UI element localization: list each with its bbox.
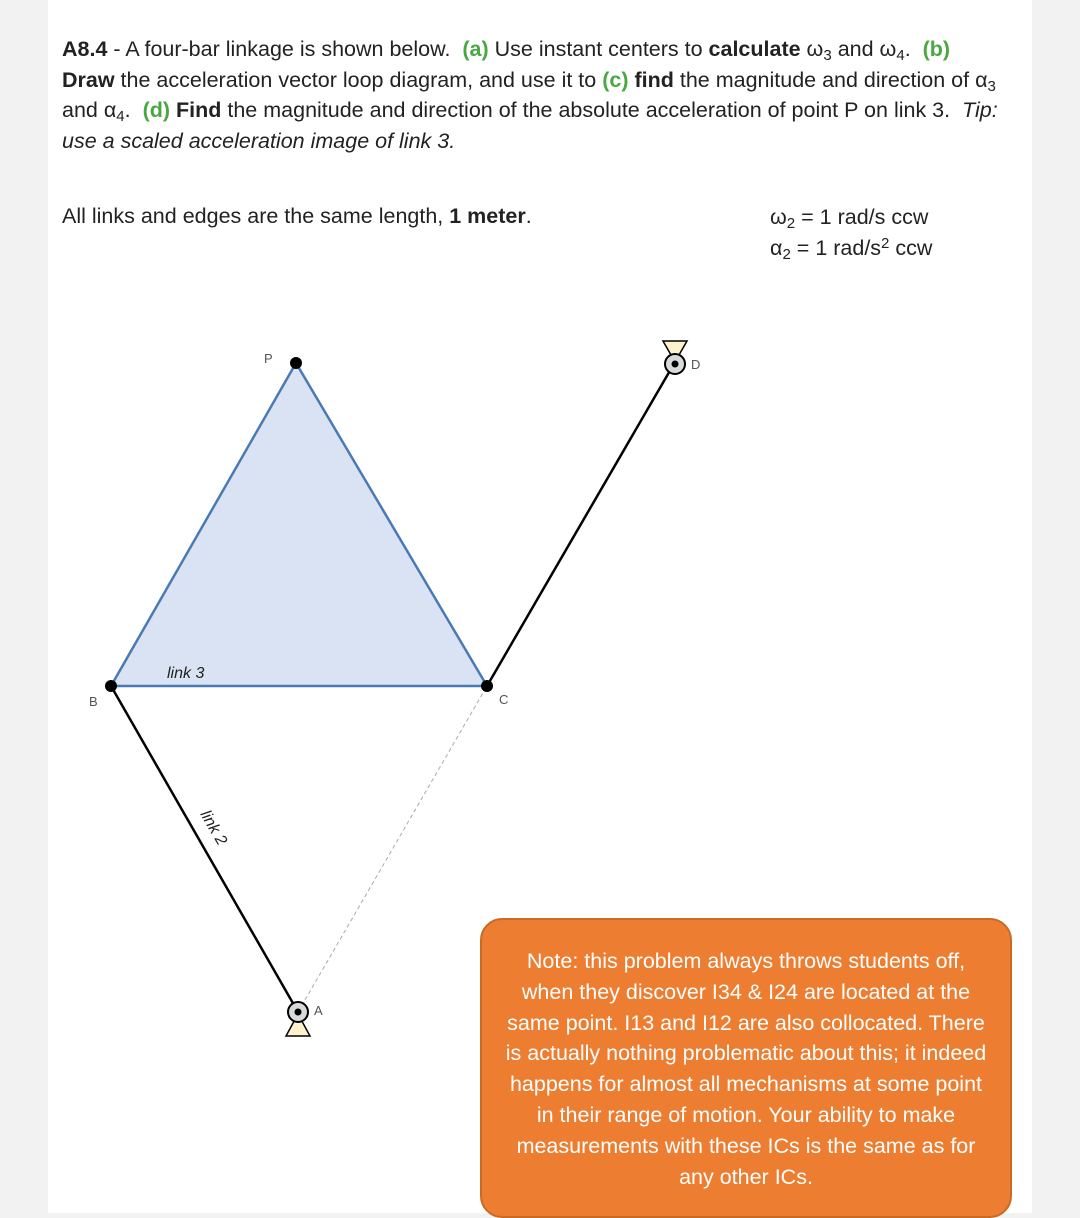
alpha3-symbol: the magnitude and direction of α — [673, 67, 988, 92]
alpha2-symbol: α — [770, 236, 783, 260]
part-b-text: the acceleration vector loop diagram, and use it to — [114, 67, 603, 92]
label-link2: link 2 — [196, 807, 230, 849]
links-note-text: All links and edges are the same length, — [62, 204, 450, 228]
part-a-end: . — [904, 37, 911, 61]
label-c: C — [499, 692, 509, 707]
alpha2-value: = 1 rad/s — [790, 236, 882, 260]
label-p: P — [264, 351, 273, 366]
alpha4-subscript: 4 — [116, 107, 125, 125]
part-d-text: the magnitude and direction of the absolute acceleration of point P on link 3. — [221, 98, 951, 122]
note-text: Note: this problem always throws students off, when they discover I34 & I24 are located at the same point. I13 and I12 are also collocated. There is actually nothing problematic about this; it indeed happens for almost all mechanisms at some point in their range of motion. Your ability to make measurements with these ICs is the same as for any other ICs. — [505, 949, 987, 1189]
omega2-value: = 1 rad/s ccw — [795, 205, 929, 229]
problem-dash: - — [107, 37, 126, 61]
part-c-tag: (c) — [602, 67, 629, 92]
part-c-keyword: find — [634, 67, 674, 92]
tip-text: Tip: use a scaled acceleration image of link 3. — [62, 98, 998, 153]
page — [48, 0, 1032, 1213]
alpha2-unit: ccw — [889, 236, 933, 260]
part-d-keyword: Find — [176, 98, 222, 122]
label-b: B — [89, 694, 98, 709]
part-b-keyword: Draw — [62, 67, 115, 92]
links-note-end: . — [525, 204, 532, 228]
omega4-subscript: 4 — [896, 46, 905, 64]
part-a-tag: (a) — [462, 37, 489, 61]
link3-triangle — [111, 363, 487, 686]
ground-pivot-a — [286, 1002, 310, 1036]
omega2-symbol: ω — [770, 205, 787, 229]
label-a: A — [314, 1003, 323, 1018]
link4-bar — [487, 362, 675, 686]
joint-b-dot — [105, 680, 117, 692]
point-p-dot — [290, 357, 302, 369]
part-b-tag: (b) — [922, 37, 951, 61]
alpha2-superscript: 2 — [881, 235, 890, 253]
joint-c-dot — [481, 680, 493, 692]
part-c-end: . — [124, 98, 131, 122]
omega2-subscript: 2 — [786, 214, 796, 232]
part-a-text: Use instant centers to — [488, 37, 709, 61]
link2-bar — [111, 686, 298, 1012]
alpha2-subscript: 2 — [782, 245, 791, 263]
alpha3-subscript: 3 — [987, 77, 996, 95]
ground-pivot-d — [663, 341, 687, 374]
alpha4-symbol: and α — [62, 98, 117, 122]
links-note-length: 1 meter — [449, 204, 526, 228]
problem-id: A8.4 — [62, 37, 108, 61]
label-d: D — [691, 357, 701, 372]
ground-link-dashed — [298, 686, 487, 1012]
omega3-symbol: ω — [800, 37, 824, 61]
omega3-subscript: 3 — [823, 46, 832, 64]
pivot-d-center — [672, 361, 679, 368]
problem-intro: A four-bar linkage is shown below. — [125, 37, 451, 61]
part-a-keyword: calculate — [708, 37, 801, 61]
omega4-symbol: and ω — [831, 37, 897, 61]
note-callout — [480, 918, 1012, 1218]
part-d-tag: (d) — [142, 98, 171, 122]
label-link3: link 3 — [167, 665, 205, 682]
pivot-a-center — [295, 1009, 302, 1016]
